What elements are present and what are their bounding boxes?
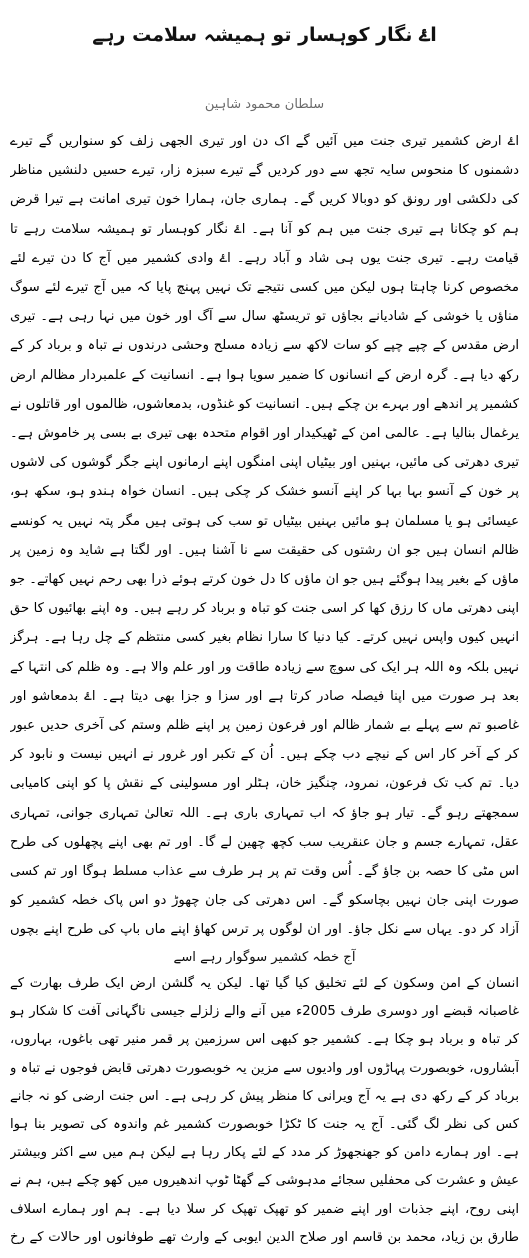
article-subheading: آج خطہ کشمیر سوگوار رہے اسے — [173, 950, 356, 965]
article-title: اۓ نگار کوہسار تو ہمیشہ سلامت رہے — [92, 24, 437, 46]
article-paragraph-1: اۓ ارض کشمیر تیری جنت میں آئیں گے اک دن اور تیری الجھی زلف کو سنواریں گے تیرے دشمنوں کا منحوس سایہ تجھ سے دور کردیں گے تیرے سبزہ زار، تیرے حسیں دلنشیں مناظر کی دلکشی اور رونق کو دوبالا کریں گے۔ ہماری جان، ہمارا خون تیری امانت ہے تیرا قرض ہم کو چکانا ہے تیری جنت میں ہم کو آنا ہے۔ اۓ نگار کوہسار تو ہمیشہ سلامت رہے تا قیامت رہے۔ تیری جنت یوں ہی شاد و آباد رہے۔ اۓ وادی کشمیر میں آج کا دن تیرے لئے مخصوص کرنا چاہتا ہوں لیکن میں کسی نتیجے تک نہیں پہنچ پایا کہ میں آج تیرے لئے سوگ مناؤں یا خوشی کے شادیانے بجاؤں تو تریسٹھ سال سے آگ اور خون میں نہا رہی ہے۔ تیری ارض مقدس کے چپے چپے کو سات لاکھ سے زیادہ مسلح وحشی درندوں نے تباہ و برباد کر کے رکھ دیا ہے۔ گرہ ارض کے انسانوں کا ضمیر سویا ہوا ہے۔ انسانیت کے علمبردار مظالم ارض کشمیر پر اندھے اور بہرے بن چکے ہیں۔ انسانیت کو غنڈوں، بدمعاشوں، ظالموں اور قاتلوں نے یرغمال بنالیا ہے۔ عالمی امن کے ٹھیکیدار اور اقوام متحدہ بھی تیری بے بسی پر خاموش ہے۔ تیری دھرتی کی مائیں، بہنیں اور بیٹیاں اپنی امنگوں اپنے ارمانوں اپنے جگر گوشوں کی لاشوں پر خون کے آنسو بہا بہا کر اپنے آنسو خشک کر چکی ہیں۔ انسان خواہ ہندو ہو، سکھ ہو، عیسائی ہو یا مسلمان ہو مائیں بہنیں بیٹیاں تو سب کی ہوتی ہیں مگر پتہ نہیں یہ کونسے ظالم انسان ہیں جو ان رشتوں کی حقیقت سے نا آشنا ہیں۔ اور لگتا ہے شاید وہ زمین پر ماؤں کے بغیر پیدا ہوگئے ہیں جو ان ماؤں کا دل خون کرتے ہوئے ذرا بھی رحم نہیں کھاتے۔ جو اپنی دھرتی ماں کا رزق کھا کر اسی جنت کو تباہ و برباد کر رہے ہیں۔ وہ اپنے بھائیوں کا حق انہیں کیوں واپس نہیں کرتے۔ کیا دنیا کا سارا نظام بغیر کسی منتظم کے چل رہا ہے۔ ہرگز نہیں بلکہ وہ اللہ ہر ایک کی سوچ سے زیادہ طاقت ور اور علم والا ہے۔ وہ ظلم کی انتہا کے بعد ہر صورت میں اپنا فیصلہ صادر کرتا ہے اور سزا و جزا بھی دیتا ہے۔ اۓ بدمعاشو اور غاصبو تم سے پہلے بے شمار ظالم اور فرعون زمین پر اپنے ظلم وستم کی آخری حدیں عبور کر کے آخر کار اس کے نیچے دب چکے ہیں۔ اُن کے تکبر اور غرور نے انہیں نیست و نابود کر دیا۔ تم کب تک فرعون، نمرود، چنگیز خان، ہٹلر اور مسولینی کے نقش پا کو اپنی کامیابی سمجھتے رہو گے۔ تیار ہو جاؤ کہ اب تمہاری باری ہے۔ اللہ تعالیٰ تمہاری جوانی، تمہاری عقل، تمہارے جسم و جان عنقریب سب کچھ چھین لے گا۔ اور تم بھی اپنے پچھلوں کی طرح اس مٹی کا حصہ بن جاؤ گے۔ اُس وقت تم پر ہر طرف سے عذاب مسلط ہوگا اور تم کسی صورت اپنی جان نہیں بچاسکو گے۔ اس دھرتی کی جان چھوڑ دو اس پاک خطہ کشمیر کو آزاد کر دو۔ یہاں سے نکل جاؤ۔ اور ان لوگوں پر ترس کھاؤ اپنے ماں باپ کی طرح اپنے بچوں — [10, 134, 519, 938]
author-name: سلطان محمود شاہین — [204, 97, 325, 112]
article-paragraph-2: انسان کے امن وسکون کے لئے تخلیق کیا گیا تھا۔ لیکن یہ گلشن ارض ایک طرف بھارت کے غاصبانہ قبضے اور دوسری طرف 2005ء میں آنے والے زلزلے جیسی ناگہانی آفت کا شکار ہو کر تباہ و برباد ہو چکا ہے۔ کشمیر جو کبھی اس سرزمین پر قمر منیر تھی باغوں، بہاروں، آبشاروں، خوبصورت پہاڑوں اور وادیوں سے مزین یہ خوبصورت دھرتی قابض فوجوں نے تباہ و برباد کر کے رکھ دی ہے یہ آج ویرانی کا منظر پیش کر رہی ہے۔ اس جنت ارضی کو نہ جانے کس کی نظر لگ گئی۔ آج یہ جنت کا ٹکڑا خوبصورت کشمیر غم واندوہ کی تصویر بنا ہوا ہے۔ اور ہمارے دامن کو جھنجھوڑ کر مدد کے لئے پکار رہا ہے لیکن ہم میں سے اکثر وبیشتر عیش و عشرت کی محفلیں سجائے مدہوشی کے گھٹا ٹوپ اندھیروں میں کھو چکے ہیں، ہم نے اپنی روح، اپنے جذبات اور اپنے ضمیر کو تھپک تھپک کر سلا دیا ہے۔ ہم اور ہمارے اسلاف طارق بن زیاد، محمد بن قاسم اور صلاح الدین ایوبی کے وارث تھے طوفانوں اور حالات کے رخ — [10, 976, 519, 1245]
